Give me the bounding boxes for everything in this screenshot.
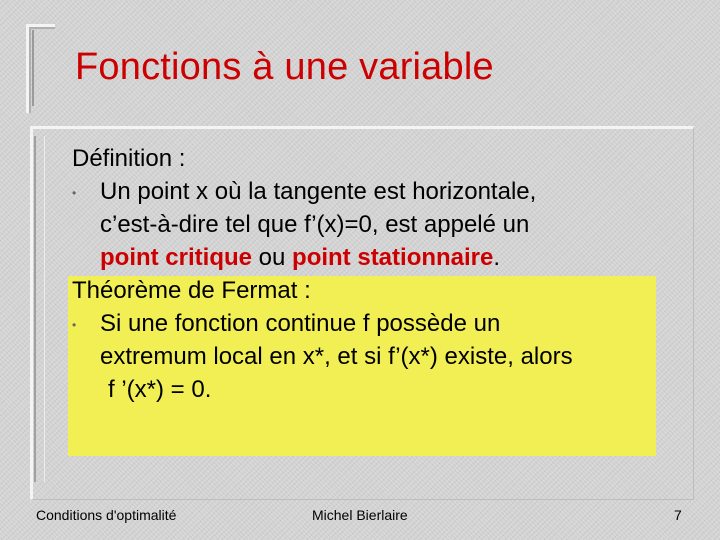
theorem-bullet-line2: extremum local en x*, et si f’(x*) existe, alors (100, 343, 573, 370)
term-point-stationnaire: point stationnaire (292, 244, 494, 271)
definition-bullet-line3 (72, 241, 672, 274)
theorem-heading: Théorème de Fermat : (72, 277, 311, 304)
theorem-text: Si une fonction continue f possède un (100, 310, 501, 337)
footer-author: Michel Bierlaire (312, 507, 408, 523)
theorem-bullet-line1 (72, 307, 672, 340)
definition-bullet-line2: c’est-à-dire tel que f’(x)=0, est appelé un (100, 211, 530, 238)
bullet-icon: • (72, 186, 77, 200)
bullet-icon: • (72, 318, 77, 332)
slide-content (72, 142, 672, 406)
definition-text: Un point x où la tangente est horizontale, (100, 178, 537, 205)
definition-end: . (493, 244, 501, 271)
theorem-bullet-line3: f ’(x*) = 0. (108, 376, 212, 403)
content-frame-line (34, 136, 45, 482)
term-point-critique: point critique (100, 244, 252, 271)
footer-section-title: Conditions d'optimalité (36, 507, 177, 523)
footer-page-number: 7 (674, 507, 682, 523)
slide-title: Fonctions à une variable (75, 46, 494, 88)
definition-ou: ou (252, 244, 293, 271)
title-decoration-line (32, 30, 52, 106)
definition-bullet-line1 (72, 175, 672, 208)
definition-heading: Définition : (72, 145, 186, 172)
